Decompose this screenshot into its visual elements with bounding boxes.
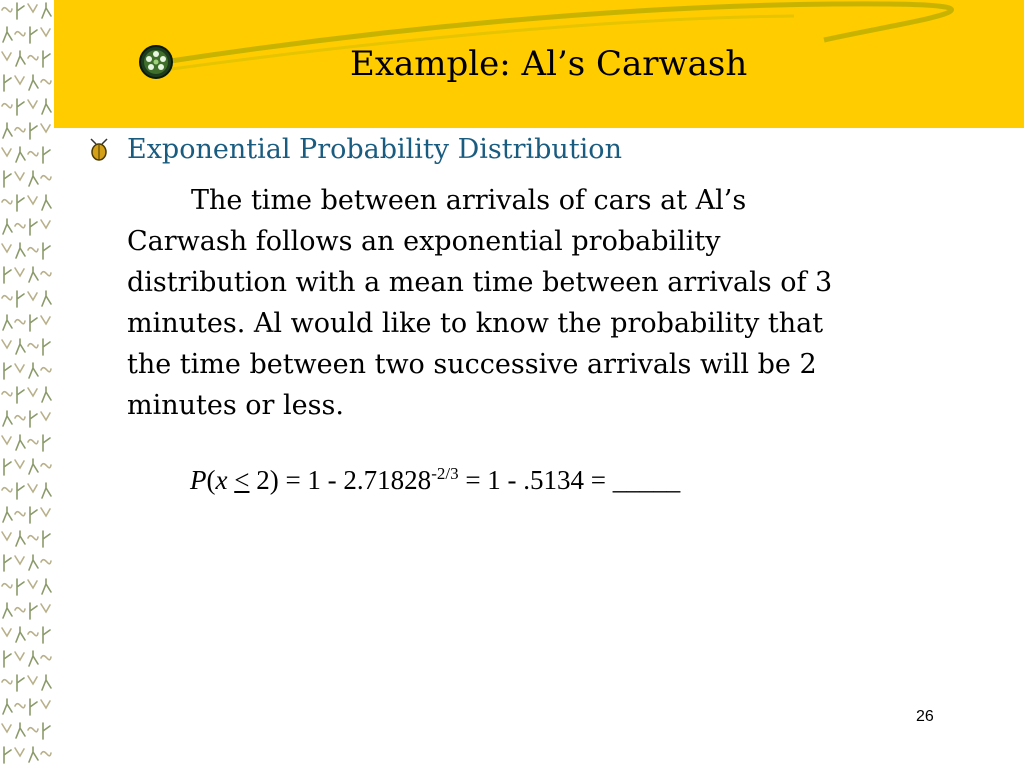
body-paragraph [127, 180, 927, 426]
bullet-heading: Exponential Probability Distribution [127, 134, 622, 165]
body-line: Carwash follows an exponential probability [127, 226, 721, 257]
body-line: the time between two successive arrivals will be 2 [127, 349, 817, 380]
formula-open-paren: ( [206, 465, 216, 495]
decorative-left-border [0, 0, 54, 768]
formula-exponent: -2/3 [431, 464, 459, 483]
title-ornament-icon [138, 44, 174, 80]
formula-less-equal: < [234, 465, 250, 495]
bullet-bug-icon [88, 138, 110, 162]
page-number: 26 [916, 708, 934, 725]
formula-x: x [215, 465, 228, 495]
body-line: minutes. Al would like to know the probability that [127, 308, 824, 339]
body-line: minutes or less. [127, 390, 344, 421]
probability-formula [190, 456, 680, 498]
slide-title: Example: Al’s Carwash [350, 44, 748, 84]
formula-lhs: 2) = 1 - 2.71828 [249, 465, 432, 495]
body-line: distribution with a mean time between arrivals of 3 [127, 267, 833, 298]
formula-p: P [190, 465, 207, 495]
body-line: The time between arrivals of cars at Al’s [191, 185, 747, 216]
formula-rhs: = 1 - .5134 = _____ [458, 465, 681, 495]
